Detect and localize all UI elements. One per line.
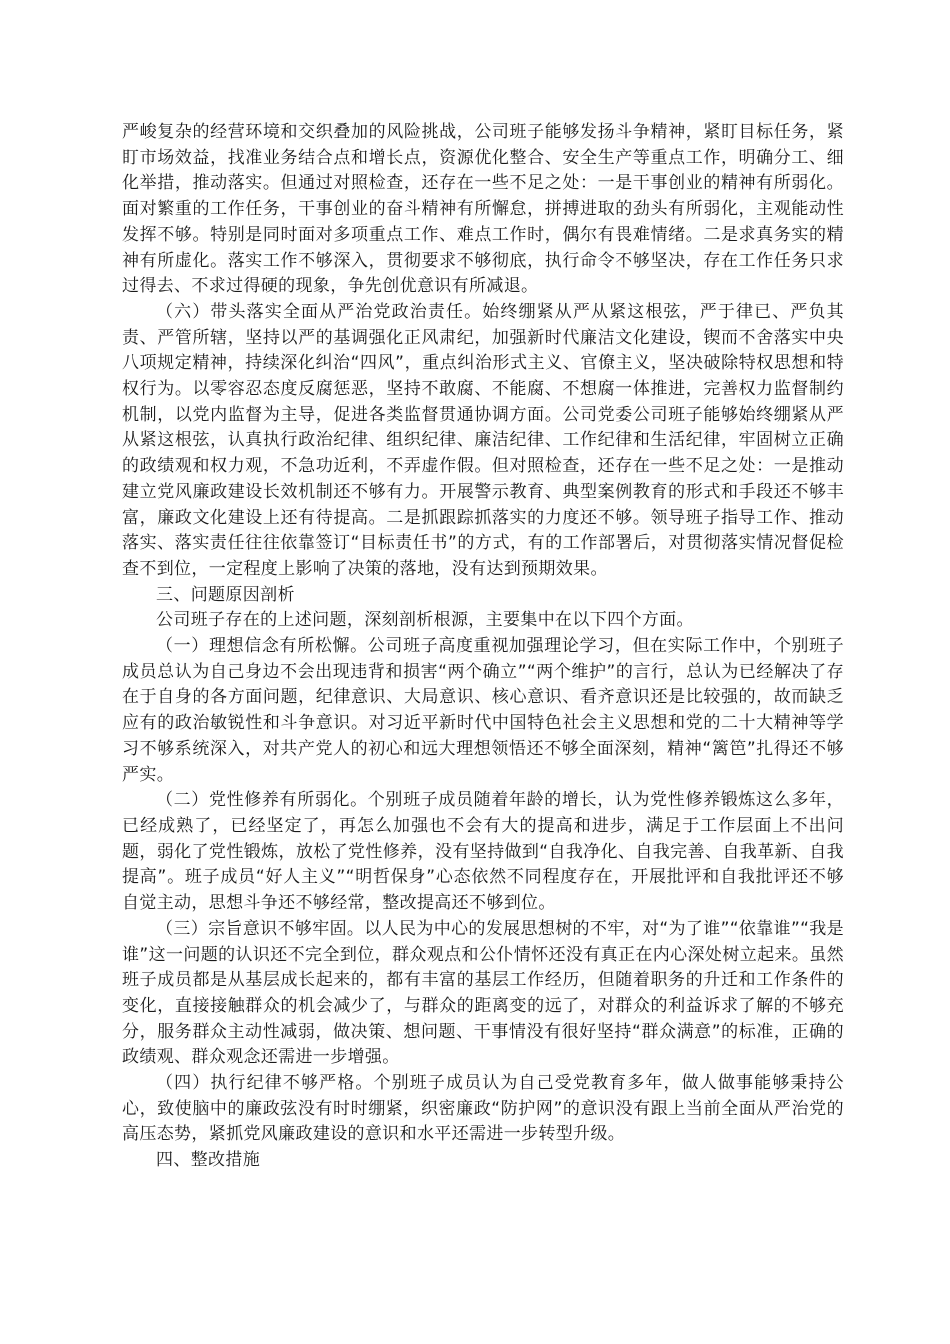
- paragraph-cause-three: （三）宗旨意识不够牢固。以人民为中心的发展思想树的不牢，对“为了谁”“依靠谁”“我是谁”这一问题的认识还不完全到位，群众观点和公仆情怀还没有真正在内心深处树立起来。虽然班子成员都是从基层成长起来的，都有丰富的基层工作经历，但随着职务的升迁和工作条件的变化，直接接触群众的机会减少了，与群众的距离变的远了，对群众的利益诉求了解的不够充分，服务群众主动性减弱，做决策、想问题、干事情没有很好坚持“群众满意”的标准，正确的政绩观、群众观念还需进一步增强。: [122, 918, 844, 1068]
- paragraph-cause-one: （一）理想信念有所松懈。公司班子高度重视加强理论学习，但在实际工作中，个别班子成员总认为自己身边不会出现违背和损害“两个确立”“两个维护”的言行，总认为已经解决了存在于自身的各方面问题，纪律意识、大局意识、核心意识、看齐意识还是比较强的，故而缺乏应有的政治敏锐性和斗争意识。对习近平新时代中国特色社会主义思想和党的二十大精神等学习不够系统深入，对共产党人的初心和远大理想领悟还不够全面深刻，精神“篱笆”扎得还不够严实。: [122, 636, 844, 785]
- paragraph-section-six: （六）带头落实全面从严治党政治责任。始终绷紧从严从紧这根弦，严于律已、严负其责、严管所辖，坚持以严的基调强化正风肃纪，加强新时代廉洁文化建设，锲而不舍落实中央八项规定精神，持续深化纠治“四风”，重点纠治形式主义、官僚主义，坚决破除特权思想和特权行为。以零容忍态度反腐惩恶，坚持不敢腐、不能腐、不想腐一体推进，完善权力监督制约机制，以党内监督为主导，促进各类监督贯通协调方面。公司党委公司班子能够始终绷紧从严从紧这根弦，认真执行政治纪律、组织纪律、廉洁纪律、工作纪律和生活纪律，牢固树立正确的政绩观和权力观，不急功近利，不弄虚作假。但对照检查，还存在一些不足之处：一是推动建立党风廉政建设长效机制还不够有力。开展警示教育、典型案例教育的形式和手段还不够丰富，廉政文化建设上还有待提高。二是抓跟踪抓落实的力度还不够。领导班子指导工作、推动落实、落实责任往往依靠签订“目标责任书”的方式，有的工作部署后，对贯彻落实情况督促检查不到位，一定程度上影响了决策的落地，没有达到预期效果。: [122, 301, 844, 579]
- paragraph-continuation: 严峻复杂的经营环境和交织叠加的风险挑战，公司班子能够发扬斗争精神，紧盯目标任务，紧盯市场效益，找准业务结合点和增长点，资源优化整合、安全生产等重点工作，明确分工、细化举措，推动落实。但通过对照检查，还存在一些不足之处：一是干事创业的精神有所弱化。面对繁重的工作任务，干事创业的奋斗精神有所懈怠，拼搏进取的劲头有所弱化，主观能动性发挥不够。特别是同时面对多项重点工作、难点工作时，偶尔有畏难情绪。二是求真务实的精神有所虚化。落实工作不够深入，贯彻要求不够彻底，执行命令不够坚决，存在工作任务只求过得去、不求过得硬的现象，争先创优意识有所减退。: [122, 122, 844, 297]
- section-heading-rectification: 四、整改措施: [156, 1150, 261, 1171]
- document-page: [122, 120, 844, 1174]
- paragraph-cause-two: （二）党性修养有所弱化。个别班子成员随着年龄的增长，认为党性修养锻炼这么多年，已经成熟了，已经坚定了，再怎么加强也不会有大的提高和进步，满足于工作层面上不出问题，弱化了党性锻炼，放松了党性修养，没有坚持做到“自我净化、自我完善、自我革新、自我提高”。班子成员“好人主义”“明哲保身”心态依然不同程度存在，开展批评和自我批评还不够自觉主动，思想斗争还不够经常，整改提高还不够到位。: [122, 790, 844, 914]
- paragraph-cause-intro: 公司班子存在的上述问题，深刻剖析根源，主要集中在以下四个方面。: [156, 610, 694, 631]
- section-heading-cause-analysis: 三、问题原因剖析: [156, 584, 295, 605]
- paragraph-cause-four: （四）执行纪律不够严格。个别班子成员认为自己受党教育多年，做人做事能够秉持公心，致使脑中的廉政弦没有时时绷紧，织密廉政“防护网”的意识没有跟上当前全面从严治党的高压态势，紧抓党风廉政建设的意识和水平还需进一步转型升级。: [122, 1073, 844, 1145]
